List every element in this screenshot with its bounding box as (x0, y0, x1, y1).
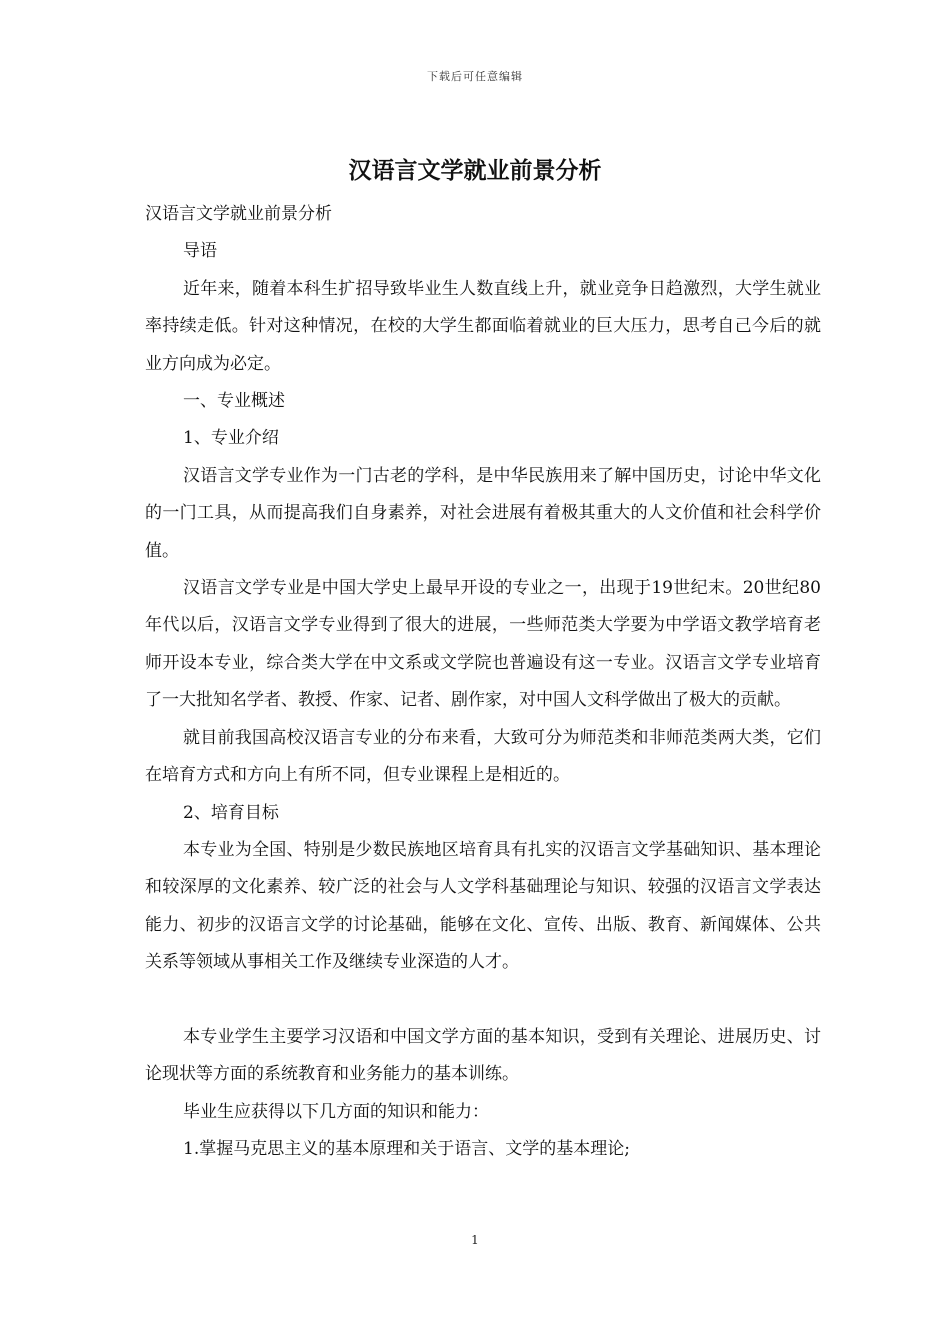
paragraph-intro: 近年来，随着本科生扩招导致毕业生人数直线上升，就业竞争日趋激烈，大学生就业率持续走低。针对这种情况，在校的大学生都面临着就业的巨大压力，思考自己今后的就业方向成为必定。 (145, 278, 821, 374)
header-note: 下载后可任意编辑 (427, 70, 523, 83)
section-heading-overview: 一、专业概述 (183, 391, 285, 412)
paragraph-major-history: 汉语言文学专业是中国大学史上最早开设的专业之一，出现于19世纪末。20世纪80年代以后，汉语言文学专业得到了很大的进展，一些师范类大学要为中学语文教学培育老师开设本专业，综合类大学在中文系或文学院也普遍设有这一专业。汉语言文学专业培育了一大批知名学者、教授、作家、记者、剧作家，对中国人文科学做出了极大的贡献。 (145, 578, 821, 711)
section-heading-intro: 导语 (183, 241, 217, 262)
paragraph-major-intro: 汉语言文学专业作为一门古老的学科，是中华民族用来了解中国历史，讨论中华文化的一门工具，从而提高我们自身素养，对社会进展有着极其重大的人文价值和社会科学价值。 (145, 465, 821, 561)
subsection-heading-introduction: 1、专业介绍 (183, 428, 279, 449)
document-title: 汉语言文学就业前景分析 (348, 157, 602, 184)
document-body (145, 196, 821, 1169)
paragraph-training-goals: 本专业为全国、特别是少数民族地区培育具有扎实的汉语言文学基础知识、基本理论和较深厚的文化素养、较广泛的社会与人文学科基础理论与知识、较强的汉语言文学表达能力、初步的汉语言文学的讨论基础，能够在文化、宣传、出版、教育、新闻媒体、公共关系等领域从事相关工作及继续专业深造的人才。 (145, 839, 821, 973)
paragraph-spacer (145, 982, 821, 1019)
list-item-ability-1: 1.掌握马克思主义的基本原理和关于语言、文学的基本理论; (183, 1139, 630, 1160)
paragraph-study-content: 本专业学生主要学习汉语和中国文学方面的基本知识，受到有关理论、进展历史、讨论现状等方面的系统教育和业务能力的基本训练。 (145, 1026, 821, 1085)
subsection-heading-goals: 2、培育目标 (183, 802, 279, 823)
subtitle-line: 汉语言文学就业前景分析 (145, 204, 332, 224)
paragraph-abilities-intro: 毕业生应获得以下几方面的知识和能力： (183, 1101, 489, 1122)
paragraph-major-distribution: 就目前我国高校汉语言专业的分布来看，大致可分为师范类和非师范类两大类，它们在培育方式和方向上有所不同，但专业课程上是相近的。 (145, 727, 821, 786)
page-number: 1 (471, 1233, 479, 1247)
